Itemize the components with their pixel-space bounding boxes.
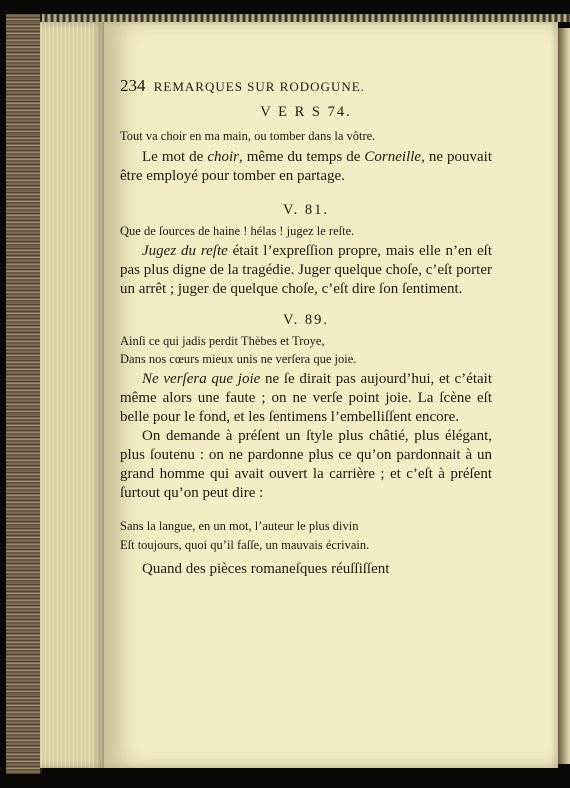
italic-term: Jugez du reſte <box>142 243 228 259</box>
quoted-verse-81: Que de ſources de haine ! hélas ! jugez le reſte. <box>120 224 355 238</box>
text: était l’expreſſion propre, mais elle n’en eſt pas plus digne de la tragédie. Juger quelque choſe, c’eſt porter un arrêt ; juger de quelque choſe, c’eſt dire ſon ſentiment. <box>120 243 492 297</box>
verse-heading-74: V E R S 74. <box>260 104 352 120</box>
verse-heading-81: V. 81. <box>283 202 329 218</box>
paragraph: On demande à préſent un ſtyle plus châtié, plus élégant, plus ſoutenu : on ne pardonne plus ce qu’on pardonnait à un grand homme qui avait ouvert la carrière ; et c’eſt à préſent ſurtout qu’on peut dire : <box>120 428 492 501</box>
quoted-verse-89-line2: Dans nos cœurs mieux unis ne verſera que joie. <box>120 352 357 366</box>
final-line <box>120 560 492 579</box>
verse-heading-89: V. 89. <box>283 312 329 328</box>
text: , même du temps de <box>239 149 365 165</box>
quoted-couplet-line2: Eſt toujours, quoi qu’il faſſe, un mauvais écrivain. <box>120 538 370 552</box>
running-title: REMARQUES SUR RODOGUNE. <box>153 79 365 94</box>
commentary-81 <box>120 242 492 299</box>
text: , ne pouvait être employé pour tomber en partage. <box>120 149 492 184</box>
text: Le mot de <box>142 149 208 165</box>
book-cover-spine <box>6 14 42 774</box>
italic-term: Ne verſera que joie <box>142 371 261 387</box>
book-top-edge <box>40 14 570 22</box>
italic-term: choir <box>207 149 239 165</box>
paragraph-start: Quand des pièces romaneſques réuſſiſſent <box>142 561 390 577</box>
commentary-74 <box>120 148 492 186</box>
quoted-couplet-line1: Sans la langue, en un mot, l’auteur le plus divin <box>120 519 359 533</box>
page-number: 234 <box>120 76 146 95</box>
facing-page-edge <box>558 28 570 764</box>
running-header <box>120 76 492 96</box>
commentary-89 <box>120 370 492 503</box>
quoted-verse-74: Tout va choir en ma main, ou tomber dans la vôtre. <box>120 129 376 143</box>
text: ne ſe dirait pas aujourd’hui, et c’était même alors une faute ; on ne verſe point joie. La ſcène eſt belle pour le fond, et les ſentimens l’embelliſſent encore. <box>120 371 492 425</box>
italic-name: Corneille <box>364 149 422 165</box>
page-edges <box>40 22 104 768</box>
quoted-verse-89-line1: Ainſi ce qui jadis perdit Thèbes et Troye, <box>120 334 325 348</box>
